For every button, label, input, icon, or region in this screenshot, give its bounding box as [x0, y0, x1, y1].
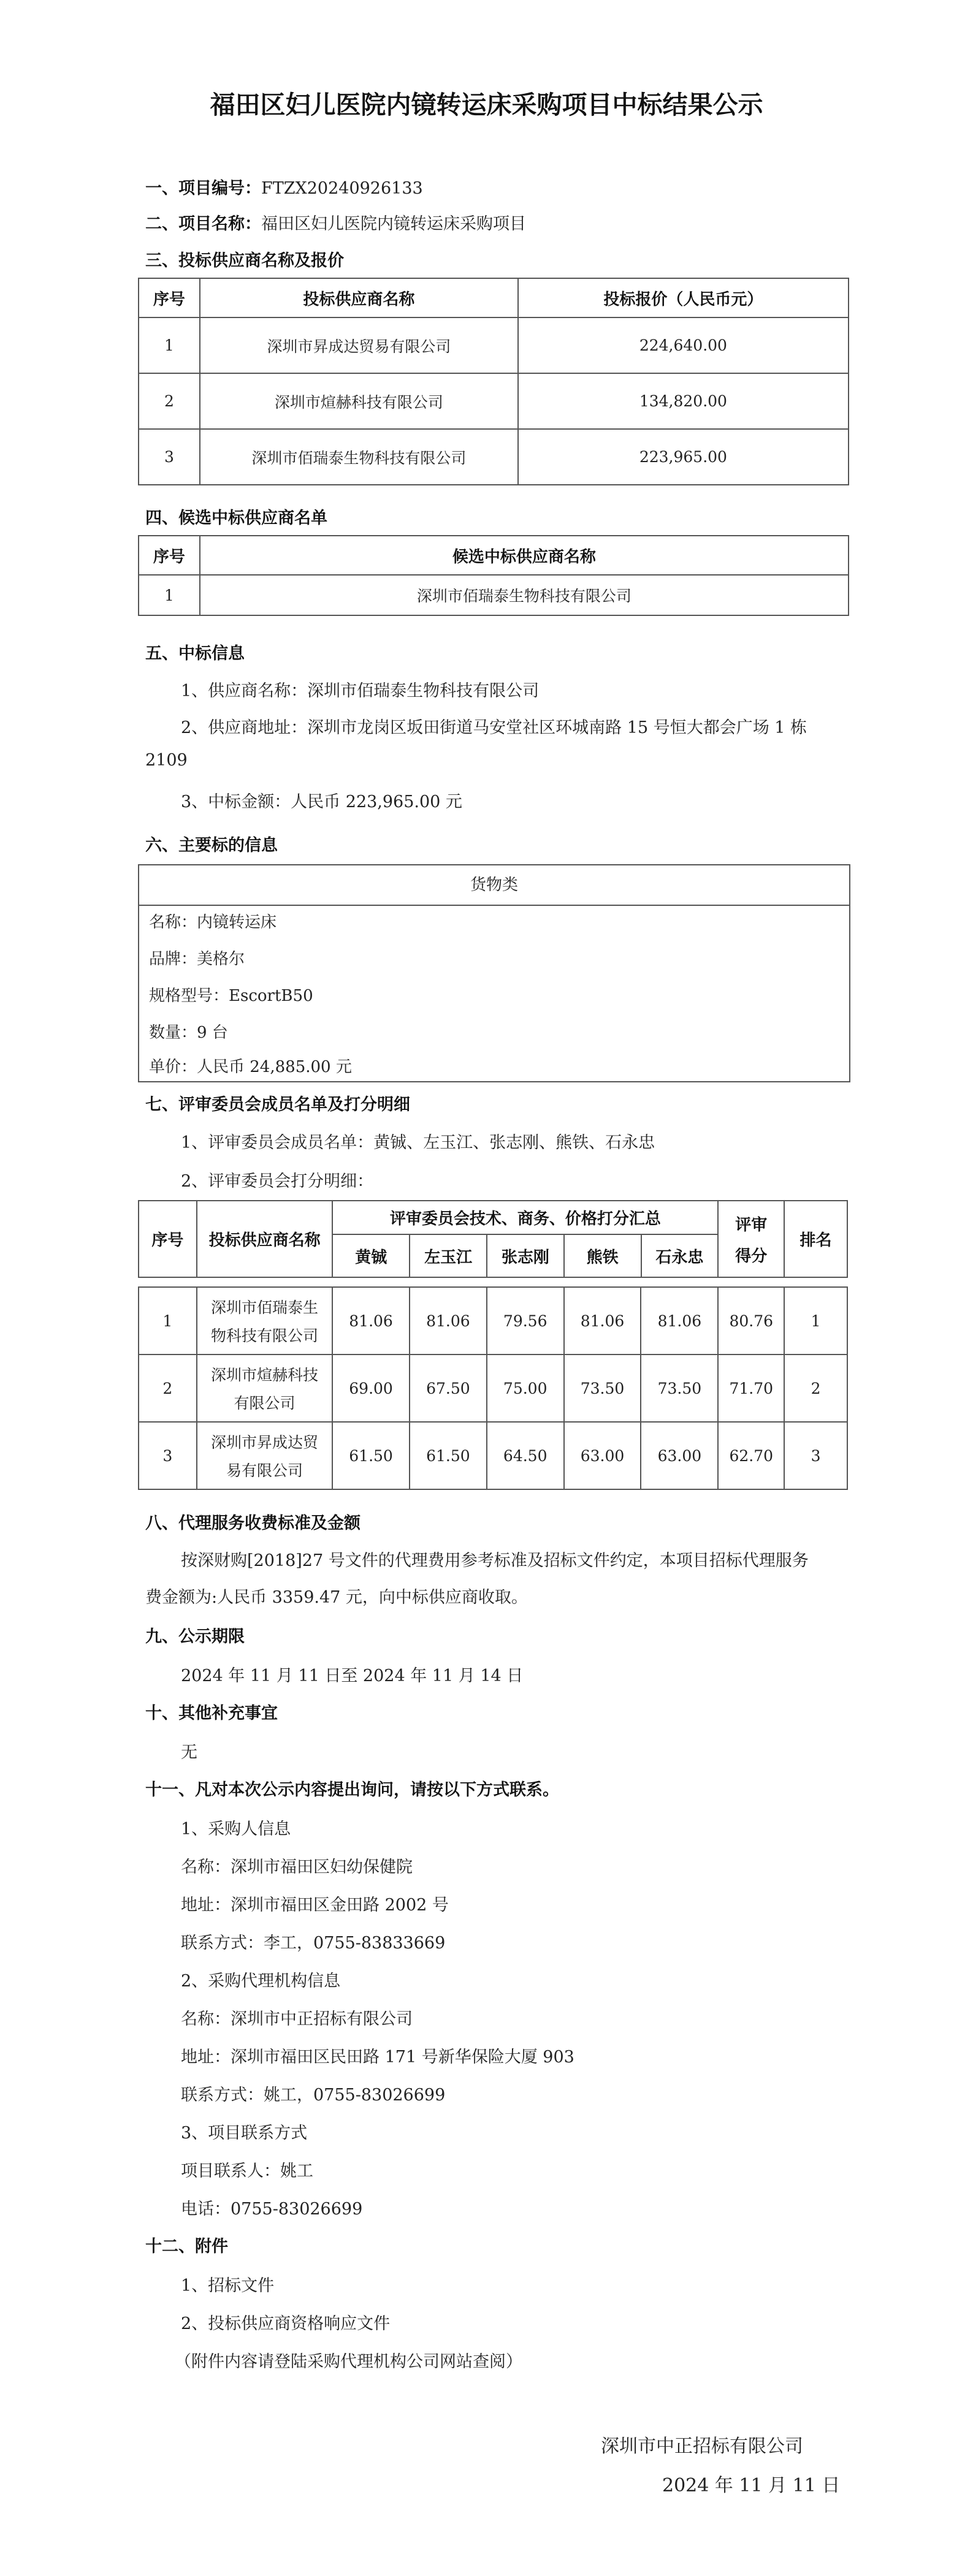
table-cell: 2 [139, 1354, 197, 1422]
section-fee-heading: 八、代理服务收费标准及金额 [145, 1514, 361, 1533]
section-candidates-heading: 四、候选中标供应商名单 [145, 509, 327, 528]
header-cell: 投标供应商名称 [200, 278, 518, 317]
score-header-line1: 评审 [735, 1215, 768, 1234]
header-cell: 排名 [784, 1201, 847, 1277]
table-cell: 63.00 [641, 1422, 718, 1489]
table-header-row [139, 536, 849, 575]
project-name [145, 210, 526, 234]
section-award-heading: 五、中标信息 [145, 644, 245, 663]
table-cell: 80.76 [718, 1287, 784, 1354]
table-cell: 75.00 [487, 1354, 564, 1422]
header-cell: 序号 [139, 1201, 197, 1277]
table-cell: 81.06 [641, 1287, 718, 1354]
table-cell: 64.50 [487, 1422, 564, 1489]
table-cell: 深圳市昇成达贸易有限公司 [200, 317, 518, 373]
agent-title: 2、采购代理机构信息 [181, 1972, 341, 1991]
header-cell: 投标供应商名称 [197, 1201, 333, 1277]
candidates-table [138, 535, 849, 616]
score-table-body [138, 1286, 848, 1490]
member-header-cell: 熊铁 [564, 1234, 641, 1277]
period-value: 2024 年 11 月 11 日至 2024 年 11 月 14 日 [181, 1666, 524, 1685]
section-review-heading: 七、评审委员会成员名单及打分明细 [145, 1095, 410, 1114]
table-cell: 3 [784, 1422, 847, 1489]
project-number-value: FTZX20240926133 [261, 179, 423, 198]
review-detail-label: 2、评审委员会打分明细： [181, 1172, 374, 1191]
supplier-line: 深圳市昇成达贸 [210, 1434, 318, 1451]
buyer-address: 地址：深圳市福田区金田路 2002 号 [181, 1896, 449, 1915]
item-qty: 数量：9 台 [149, 1024, 228, 1042]
table-row [139, 1287, 847, 1354]
table-cell: 深圳市佰瑞泰生物科技有限公司 [200, 575, 849, 615]
agent-contact: 联系方式：姚工，0755-83026699 [181, 2086, 446, 2105]
table-cell: 79.56 [487, 1287, 564, 1354]
table-cell: 73.50 [641, 1354, 718, 1422]
item-name: 名称：内镜转运床 [149, 913, 277, 932]
footer-date: 2024 年 11 月 11 日 [662, 2475, 841, 2496]
score-header-line2: 得分 [735, 1247, 768, 1266]
table-cell: 134,820.00 [518, 373, 849, 429]
member-header-cell: 左玉江 [410, 1234, 487, 1277]
supplier-line: 物科技有限公司 [210, 1327, 318, 1345]
item-price: 单价：人民币 24,885.00 元 [149, 1058, 352, 1076]
supplier-line: 深圳市佰瑞泰生 [210, 1299, 318, 1316]
header-cell: 投标报价（人民币元） [518, 278, 849, 317]
award-supplier: 1、供应商名称：深圳市佰瑞泰生物科技有限公司 [181, 682, 540, 701]
table-cell: 61.50 [332, 1422, 410, 1489]
table-cell: 2 [139, 373, 200, 429]
table-cell: 61.50 [410, 1422, 487, 1489]
buyer-name: 名称：深圳市福田区妇幼保健院 [181, 1858, 413, 1877]
other-value: 无 [181, 1743, 197, 1762]
items-box [138, 864, 850, 1082]
project-contact-title: 3、项目联系方式 [181, 2124, 308, 2143]
table-cell: 81.06 [564, 1287, 641, 1354]
header-cell: 序号 [139, 536, 200, 575]
table-cell: 1 [139, 1287, 197, 1354]
fee-text-1: 按深财购[2018]27 号文件的代理费用参考标准及招标文件约定，本项目招标代理服务 [181, 1551, 809, 1570]
table-cell [197, 1287, 332, 1354]
member-header-cell: 黄铖 [332, 1234, 410, 1277]
agent-name: 名称：深圳市中正招标有限公司 [181, 2010, 413, 2029]
table-cell: 1 [139, 317, 200, 373]
section-other-heading: 十、其他补充事宜 [145, 1704, 278, 1723]
project-name-value: 福田区妇儿医院内镜转运床采购项目 [261, 215, 526, 234]
table-cell: 63.00 [564, 1422, 641, 1489]
table-row [139, 1354, 847, 1422]
section-contact-heading: 十一、凡对本次公示内容提出询问，请按以下方式联系。 [145, 1780, 559, 1799]
buyer-title: 1、采购人信息 [181, 1820, 291, 1839]
table-header-row [139, 278, 849, 317]
section-attachments-heading: 十二、附件 [145, 2237, 228, 2256]
project-number-label: 一、项目编号： [145, 179, 261, 198]
project-name-label: 二、项目名称： [145, 215, 261, 234]
item-model: 规格型号：EscortB50 [149, 987, 313, 1005]
project-number [145, 175, 423, 199]
table-cell: 223,965.00 [518, 429, 849, 485]
section-period-heading: 九、公示期限 [145, 1627, 245, 1646]
table-row [139, 373, 849, 429]
supplier-line: 易有限公司 [226, 1462, 303, 1480]
table-cell: 71.70 [718, 1354, 784, 1422]
header-cell [718, 1201, 784, 1277]
table-cell: 67.50 [410, 1354, 487, 1422]
document-title: 福田区妇儿医院内镜转运床采购项目中标结果公示 [210, 90, 763, 120]
supplier-line: 有限公司 [234, 1394, 296, 1412]
project-contact-person: 项目联系人：姚工 [181, 2162, 313, 2181]
bids-table [138, 278, 849, 485]
section-bids-heading: 三、投标供应商名称及报价 [145, 251, 344, 270]
table-cell: 73.50 [564, 1354, 641, 1422]
table-cell: 3 [139, 1422, 197, 1489]
supplier-line: 深圳市煊赫科技 [210, 1366, 318, 1384]
section-items-heading: 六、主要标的信息 [145, 836, 278, 855]
table-cell: 1 [784, 1287, 847, 1354]
award-address-cont: 2109 [145, 751, 188, 770]
member-header-cell: 张志刚 [487, 1234, 564, 1277]
table-cell [197, 1422, 332, 1489]
table-cell: 3 [139, 429, 200, 485]
review-members: 1、评审委员会成员名单：黄铖、左玉江、张志刚、熊铁、石永忠 [181, 1133, 655, 1152]
header-cell: 候选中标供应商名称 [200, 536, 849, 575]
attachment-note: （附件内容请登陆采购代理机构公司网站查阅） [175, 2352, 522, 2371]
attachment-1: 1、招标文件 [181, 2276, 275, 2295]
table-cell: 69.00 [332, 1354, 410, 1422]
table-row [139, 429, 849, 485]
table-cell: 62.70 [718, 1422, 784, 1489]
award-amount: 3、中标金额：人民币 223,965.00 元 [181, 792, 462, 811]
table-row [139, 575, 849, 615]
table-cell: 1 [139, 575, 200, 615]
member-header-cell: 石永忠 [641, 1234, 719, 1277]
table-cell [197, 1354, 332, 1422]
fee-text-2: 费金额为:人民币 3359.47 元，向中标供应商收取。 [145, 1588, 528, 1607]
agent-address: 地址：深圳市福田区民田路 171 号新华保险大厦 903 [181, 2048, 574, 2067]
table-row [139, 317, 849, 373]
attachment-2: 2、投标供应商资格响应文件 [181, 2314, 391, 2333]
table-cell: 深圳市佰瑞泰生物科技有限公司 [200, 429, 518, 485]
table-cell: 81.06 [332, 1287, 410, 1354]
score-table-header [138, 1200, 848, 1278]
header-cell: 序号 [139, 278, 200, 317]
items-box-header: 货物类 [139, 865, 849, 906]
award-address: 2、供应商地址：深圳市龙岗区坂田街道马安堂社区环城南路 15 号恒大都会广场 1 栋 [181, 718, 807, 737]
header-cell: 评审委员会技术、商务、价格打分汇总 [332, 1201, 718, 1234]
buyer-contact: 联系方式：李工，0755-83833669 [181, 1934, 446, 1953]
project-contact-phone: 电话：0755-83026699 [181, 2200, 363, 2219]
item-brand: 品牌：美格尔 [149, 950, 245, 968]
table-cell: 81.06 [410, 1287, 487, 1354]
table-cell: 深圳市煊赫科技有限公司 [200, 373, 518, 429]
table-row [139, 1422, 847, 1489]
footer-company: 深圳市中正招标有限公司 [601, 2436, 803, 2457]
table-cell: 2 [784, 1354, 847, 1422]
table-cell: 224,640.00 [518, 317, 849, 373]
